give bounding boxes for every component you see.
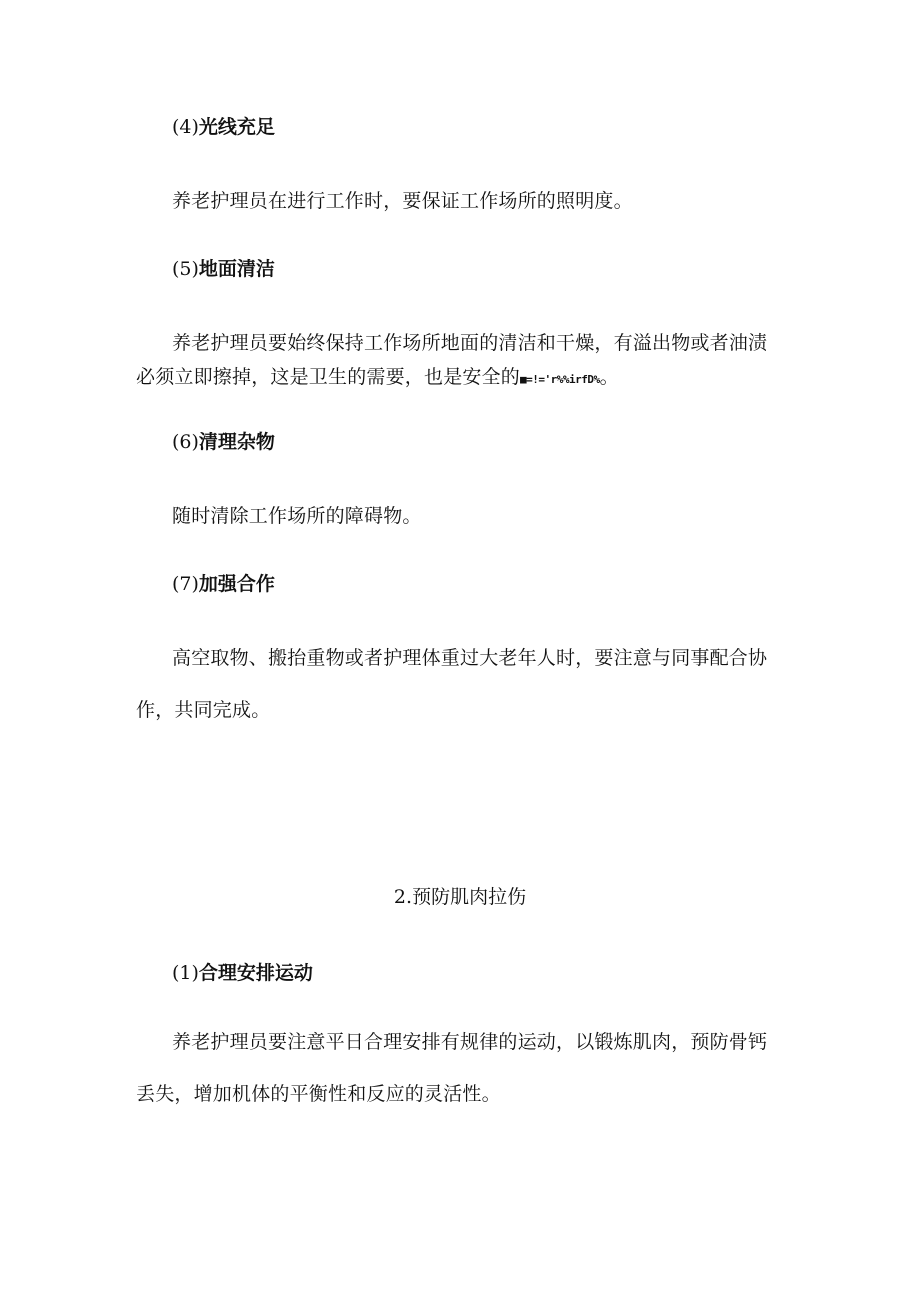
item-body-end: 。 <box>599 366 619 388</box>
item-heading-6 <box>172 430 275 454</box>
item-title: 光线充足 <box>198 116 275 138</box>
item-heading-7 <box>172 572 275 596</box>
item-heading-4 <box>172 115 275 139</box>
item-title: 合理安排运动 <box>198 962 313 984</box>
item-body-s2-1: 养老护理员要注意平日合理安排有规律的运动，以锻炼肌肉，预防骨钙丢失，增加机体的平衡性和反应的灵活性。 <box>136 1031 768 1105</box>
item-body-text: 养老护理员要始终保持工作场所地面的清洁和干燥，有溢出物或者油渍必须立即擦掉，这是卫生的需要，也是安全的 <box>136 332 768 388</box>
item-title: 地面清洁 <box>198 258 275 280</box>
item-number: (6) <box>172 431 199 453</box>
item-heading-5 <box>172 257 275 281</box>
garbled-text: ■=!='r%%irfD% <box>520 373 600 386</box>
item-body-4: 养老护理员在进行工作时，要保证工作场所的照明度。 <box>172 190 633 212</box>
section-title <box>0 885 920 909</box>
item-title: 清理杂物 <box>198 431 275 453</box>
section-number: 2. <box>393 886 413 908</box>
item-body-6: 随时清除工作场所的障碍物。 <box>172 505 422 527</box>
section-title-text: 预防肌肉拉伤 <box>412 886 527 908</box>
item-body-7: 高空取物、搬抬重物或者护理体重过大老年人时，要注意与同事配合协作，共同完成。 <box>136 647 768 721</box>
item-heading-s2-1 <box>172 961 313 985</box>
item-number: (1) <box>172 962 199 984</box>
item-number: (5) <box>172 258 199 280</box>
item-number: (4) <box>172 116 199 138</box>
item-number: (7) <box>172 573 199 595</box>
item-title: 加强合作 <box>198 573 275 595</box>
item-body-5 <box>136 326 784 397</box>
